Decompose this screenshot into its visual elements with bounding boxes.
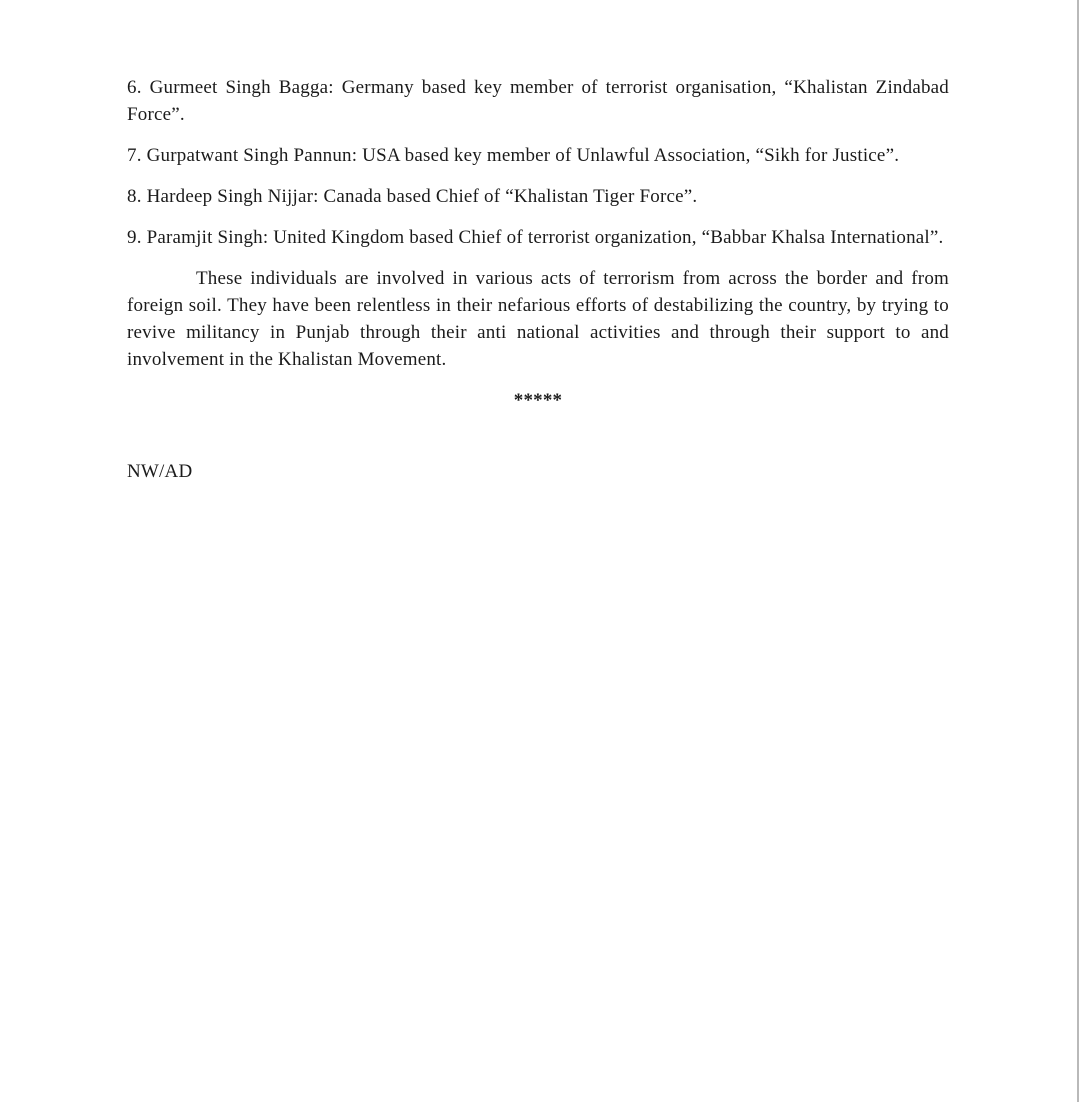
list-item-9: 9. Paramjit Singh: United Kingdom based Chief of terrorist organization, “Babbar Khalsa International”. <box>127 227 944 248</box>
list-item-6: 6. Gurmeet Singh Bagga: Germany based key member of terrorist organisation, “Khalistan Zindabad Force”. <box>127 77 949 125</box>
list-item-7: 7. Gurpatwant Singh Pannun: USA based key member of Unlawful Association, “Sikh for Justice”. <box>127 145 900 166</box>
signoff-initials: NW/AD <box>127 461 193 482</box>
closing-paragraph: These individuals are involved in various acts of terrorism from across the border and from foreign soil. They have been relentless in their nefarious efforts of destabilizing the country, by trying to revive militancy in Punjab through their anti national activities and through their support to and involvement in the Khalistan Movement. <box>127 268 949 370</box>
list-item-8: 8. Hardeep Singh Nijjar: Canada based Chief of “Khalistan Tiger Force”. <box>127 186 698 207</box>
asterisk-separator: ***** <box>513 390 563 411</box>
